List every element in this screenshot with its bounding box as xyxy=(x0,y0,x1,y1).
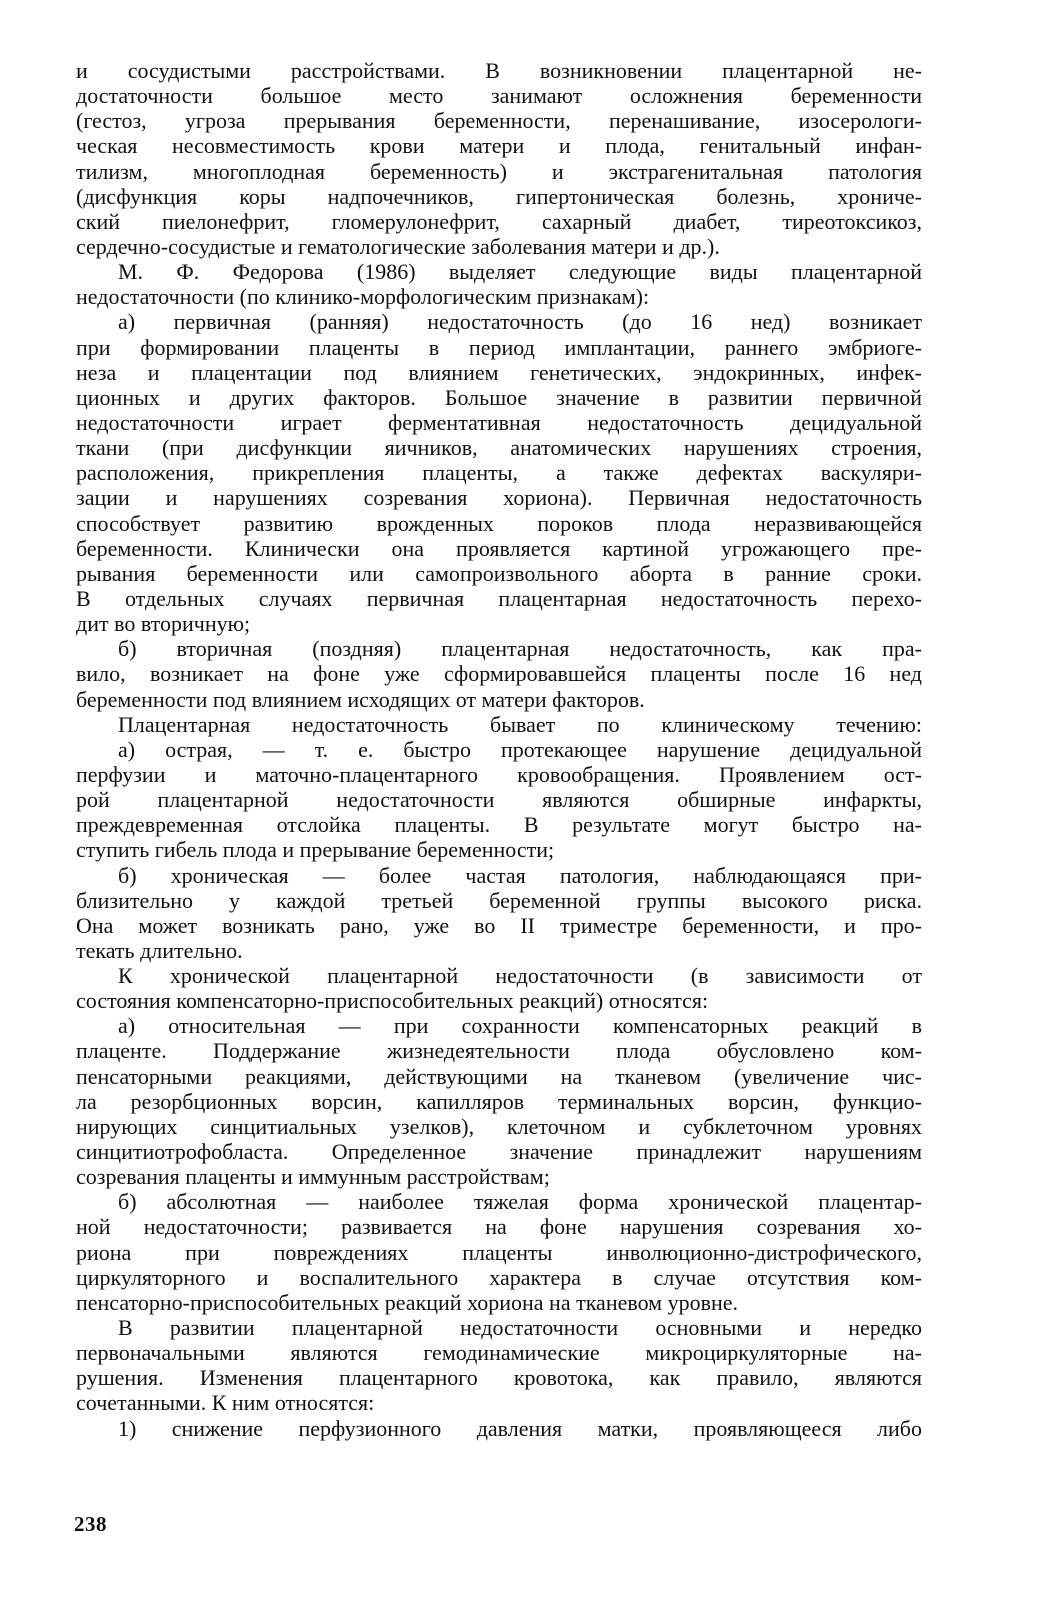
text-line: ский пиелонефрит, гломерулонефрит, сахарный диабет, тиреотоксикоз, xyxy=(76,208,922,234)
text-line: плаценте. Поддержание жизнедеятельности плода обусловлено ком- xyxy=(76,1038,922,1064)
text-line: Она может возникать рано, уже во II триместре беременности, и про- xyxy=(76,912,922,938)
page-number: 238 xyxy=(74,1512,107,1536)
text-line: недостаточности (по клинико-морфологическим признакам): xyxy=(76,284,650,310)
text-line: пенсаторными реакциями, действующими на тканевом (увеличение чис- xyxy=(76,1063,922,1089)
text-line: а) относительная — при сохранности компенсаторных реакций в xyxy=(118,1013,922,1039)
text-line: а) острая, — т. е. быстро протекающее нарушение децидуальной xyxy=(118,736,922,762)
text-line: синцитиотрофобласта. Определенное значение принадлежит нарушениям xyxy=(76,1139,922,1165)
text-line: тилизм, многоплодная беременность) и экстрагенитальная патология xyxy=(76,158,922,184)
text-line: ной недостаточности; развивается на фоне нарушения созревания хо- xyxy=(76,1214,922,1240)
text-line: рой плацентарной недостаточности являются обширные инфаркты, xyxy=(76,787,922,813)
text-line: первоначальными являются гемодинамические микроциркуляторные на- xyxy=(76,1340,922,1366)
text-line: и сосудистыми расстройствами. В возникновении плацентарной не- xyxy=(76,58,922,83)
text-line: б) абсолютная — наиболее тяжелая форма хронической плацентар- xyxy=(118,1189,922,1215)
text-line: ционных и других факторов. Большое значение в развитии первичной xyxy=(76,384,922,410)
text-line: недостаточности играет ферментативная недостаточность децидуальной xyxy=(76,409,922,435)
text-line: при формировании плаценты в период имплантации, раннего эмбриоге- xyxy=(76,334,922,360)
text-line: М. Ф. Федорова (1986) выделяет следующие виды плацентарной xyxy=(118,259,922,285)
text-line: б) хроническая — более частая патология, наблюдающаяся при- xyxy=(118,862,922,888)
text-line: пенсаторно-приспособительных реакций хориона на тканевом уровне. xyxy=(76,1289,739,1315)
text-line: В отдельных случаях первичная плацентарная недостаточность перехо- xyxy=(76,585,922,611)
text-line: Плацентарная недостаточность бывает по клиническому течению: xyxy=(118,711,922,737)
text-line: состояния компенсаторно-приспособительных реакций) относятся: xyxy=(76,988,709,1014)
text-line: ступить гибель плода и прерывание беременности; xyxy=(76,837,555,863)
text-line: расположения, прикрепления плаценты, а также дефектах васкуляри- xyxy=(76,460,922,486)
text-line: беременности под влиянием исходящих от матери факторов. xyxy=(76,686,645,712)
text-line: неза и плацентации под влиянием генетических, эндокринных, инфек- xyxy=(76,359,922,385)
body-text xyxy=(76,58,922,1441)
text-line: рушения. Изменения плацентарного кровотока, как правило, являются xyxy=(76,1365,922,1391)
text-line: рывания беременности или самопроизвольного аборта в ранние сроки. xyxy=(76,560,922,586)
text-line: ткани (при дисфункции яичников, анатомических нарушениях строения, xyxy=(76,435,922,461)
text-line: сочетанными. К ним относятся: xyxy=(76,1390,375,1416)
text-line: зации и нарушениях созревания хориона). Первичная недостаточность xyxy=(76,485,922,511)
text-line: ла резорбционных ворсин, капилляров терминальных ворсин, функцио- xyxy=(76,1088,922,1114)
text-line: (дисфункция коры надпочечников, гипертоническая болезнь, хрониче- xyxy=(76,183,922,209)
text-line: ческая несовместимость крови матери и плода, генитальный инфан- xyxy=(76,133,922,159)
text-line: преждевременная отслойка плаценты. В результате могут быстро на- xyxy=(76,812,922,838)
text-line: способствует развитию врожденных пороков плода неразвивающейся xyxy=(76,510,922,536)
text-line: созревания плаценты и иммунным расстройствам; xyxy=(76,1164,550,1190)
text-line: а) первичная (ранняя) недостаточность (до 16 нед) возникает xyxy=(118,309,922,335)
text-line: нирующих синцитиальных узелков), клеточном и субклеточном уровнях xyxy=(76,1113,922,1139)
text-line: беременности. Клинически она проявляется картиной угрожающего пре- xyxy=(76,535,922,561)
text-line: текать длительно. xyxy=(76,937,243,963)
text-line: (гестоз, угроза прерывания беременности, перенашивание, изосерологи- xyxy=(76,108,922,134)
text-line: 1) снижение перфузионного давления матки, проявляющееся либо xyxy=(118,1415,922,1441)
text-line: б) вторичная (поздняя) плацентарная недостаточность, как пра- xyxy=(118,636,922,662)
text-line: дит во вторичную; xyxy=(76,611,251,637)
text-line: вило, возникает на фоне уже сформировавшейся плаценты после 16 нед xyxy=(76,661,922,687)
text-line: сердечно-сосудистые и гематологические заболевания матери и др.). xyxy=(76,233,720,259)
text-line: К хронической плацентарной недостаточности (в зависимости от xyxy=(118,963,922,989)
text-line: перфузии и маточно-плацентарного кровообращения. Проявлением ост- xyxy=(76,761,922,787)
text-line: В развитии плацентарной недостаточности основными и нередко xyxy=(118,1315,922,1341)
text-line: риона при повреждениях плаценты инволюционно-дистрофического, xyxy=(76,1239,922,1265)
text-line: достаточности большое место занимают осложнения беременности xyxy=(76,83,922,109)
text-line: близительно у каждой третьей беременной группы высокого риска. xyxy=(76,887,922,913)
text-line: циркуляторного и воспалительного характера в случае отсутствия ком- xyxy=(76,1264,922,1290)
